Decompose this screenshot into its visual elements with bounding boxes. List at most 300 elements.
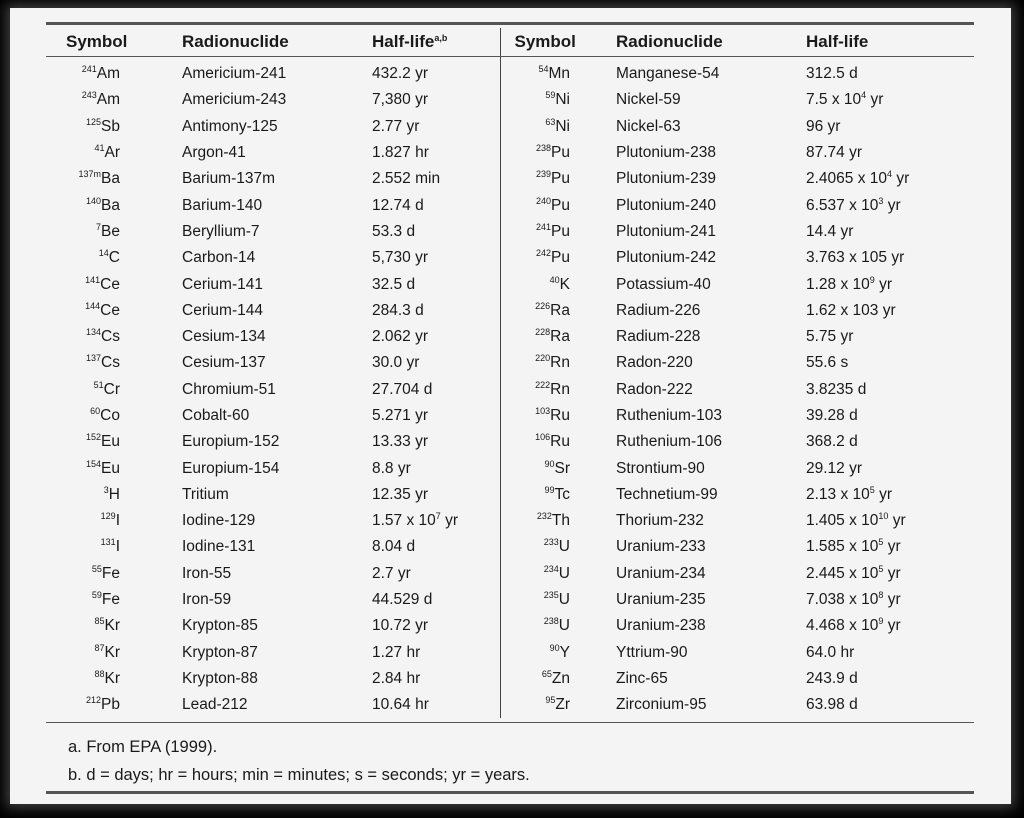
symbol-cell xyxy=(500,57,610,87)
halflife-cell xyxy=(806,140,974,166)
symbol-cell xyxy=(46,245,166,271)
footnote-a: a. From EPA (1999). xyxy=(68,738,218,757)
halflife-unit: yr xyxy=(883,617,901,635)
element-symbol: Ar xyxy=(104,144,120,162)
element-symbol: Am xyxy=(96,91,120,109)
halflife-value: 2.4065 x 10 xyxy=(806,170,888,188)
radionuclide-name: Plutonium-239 xyxy=(616,170,716,188)
symbol-cell xyxy=(46,666,166,692)
halflife-value: 12.74 d xyxy=(372,196,424,214)
halflife-value: 87.74 yr xyxy=(806,144,863,162)
mass-number: 222 xyxy=(535,379,551,390)
halflife-value: 1.405 x 10 xyxy=(806,512,879,530)
halflife-cell xyxy=(806,271,974,297)
mass-number: 241 xyxy=(81,64,97,75)
mass-number: 63 xyxy=(545,116,556,127)
symbol-cell xyxy=(46,298,166,324)
halflife-value: 5.75 yr xyxy=(806,328,854,346)
halflife-unit: yr xyxy=(892,170,910,188)
halflife-cell xyxy=(806,613,974,639)
mass-number: 238 xyxy=(543,616,559,627)
table-row xyxy=(46,140,974,166)
table-container xyxy=(46,22,974,794)
halflife-cell xyxy=(362,271,500,297)
halflife-exponent: 9 xyxy=(878,616,884,627)
symbol-cell xyxy=(500,455,610,481)
element-symbol: C xyxy=(108,249,120,267)
mass-number: 243 xyxy=(81,90,97,101)
symbol-cell xyxy=(500,508,610,534)
halflife-value: 7,380 yr xyxy=(372,91,429,109)
radionuclide-name: Uranium-238 xyxy=(616,617,706,635)
halflife-value: 13.33 yr xyxy=(372,433,429,451)
halflife-exponent: 5 xyxy=(878,563,884,574)
halflife-value: 64.0 hr xyxy=(806,643,855,661)
symbol-cell xyxy=(500,403,610,429)
halflife-value: 243.9 d xyxy=(806,669,858,687)
radionuclide-name: Cerium-144 xyxy=(182,301,263,319)
element-symbol: Fe xyxy=(101,564,120,582)
radionuclide-name: Iron-55 xyxy=(182,564,232,582)
mass-number: 220 xyxy=(535,353,551,364)
mass-number: 60 xyxy=(90,406,101,416)
halflife-value: 7.5 x 10 xyxy=(806,91,862,109)
halflife-unit: yr xyxy=(874,485,893,503)
halflife-exponent: 7 xyxy=(435,511,441,522)
halflife-cell xyxy=(362,57,500,87)
radionuclide-name: Plutonium-238 xyxy=(616,144,716,162)
symbol-cell xyxy=(46,561,166,587)
symbol-cell xyxy=(46,271,166,297)
symbol-cell xyxy=(500,271,610,297)
halflife-unit: yr xyxy=(866,91,884,109)
symbol-cell xyxy=(500,640,610,666)
element-symbol: K xyxy=(559,275,570,293)
element-symbol: Be xyxy=(101,222,120,240)
table-row xyxy=(46,350,974,376)
halflife-unit: yr xyxy=(440,512,459,530)
table-row xyxy=(46,166,974,192)
mass-number: 14 xyxy=(98,248,109,259)
element-symbol: Ba xyxy=(101,170,120,188)
symbol-cell xyxy=(46,482,166,508)
halflife-cell xyxy=(806,377,974,403)
radionuclide-name: Barium-137m xyxy=(182,170,276,188)
table-row xyxy=(46,640,974,666)
halflife-cell xyxy=(362,534,500,560)
radionuclide-name: Iodine-129 xyxy=(182,512,256,530)
table-row xyxy=(46,219,974,245)
halflife-value: 1.827 hr xyxy=(372,144,429,162)
halflife-cell xyxy=(362,324,500,350)
mass-number: 154 xyxy=(86,458,102,469)
symbol-cell xyxy=(500,219,610,245)
halflife-value: 96 yr xyxy=(806,117,841,135)
radionuclide-name: Radium-228 xyxy=(616,328,701,346)
mass-number: 106 xyxy=(535,432,551,443)
element-symbol: Rn xyxy=(550,380,570,398)
halflife-cell xyxy=(806,534,974,560)
mass-number: 125 xyxy=(86,116,102,127)
mass-number: 40 xyxy=(549,274,560,285)
radionuclide-name: Thorium-232 xyxy=(616,512,704,530)
halflife-value: 29.12 yr xyxy=(806,459,863,477)
table-row xyxy=(46,534,974,560)
radionuclide-name: Radon-220 xyxy=(616,354,693,372)
radionuclide-name: Potassium-40 xyxy=(616,275,711,293)
symbol-cell xyxy=(500,114,610,140)
table-row xyxy=(46,192,974,218)
table-row xyxy=(46,587,974,613)
halflife-cell xyxy=(806,455,974,481)
halflife-value: 2.84 hr xyxy=(372,669,421,687)
halflife-cell xyxy=(362,666,500,692)
halflife-value: 284.3 d xyxy=(372,301,424,319)
halflife-unit: yr xyxy=(883,196,901,214)
mass-number: 238 xyxy=(536,143,552,154)
halflife-cell xyxy=(806,561,974,587)
element-symbol: Ce xyxy=(100,275,120,293)
radionuclide-name: Argon-41 xyxy=(182,144,246,162)
element-symbol: Th xyxy=(551,512,570,530)
symbol-cell xyxy=(500,324,610,350)
halflife-value: 4.468 x 10 xyxy=(806,617,879,635)
element-symbol: Kr xyxy=(104,643,120,661)
table-row xyxy=(46,403,974,429)
halflife-cell xyxy=(806,482,974,508)
element-symbol: Pu xyxy=(551,144,570,162)
mass-number: 233 xyxy=(543,537,559,548)
radionuclide-name: Chromium-51 xyxy=(182,380,276,398)
symbol-cell xyxy=(46,377,166,403)
radionuclide-table xyxy=(46,28,974,718)
halflife-cell xyxy=(806,192,974,218)
halflife-cell xyxy=(362,455,500,481)
mass-number: 90 xyxy=(549,642,560,653)
halflife-value: 368.2 d xyxy=(806,433,858,451)
symbol-cell xyxy=(500,192,610,218)
mass-number: 226 xyxy=(535,300,551,311)
header-radionuclide-2: Radionuclide xyxy=(616,32,723,51)
radionuclide-name: Antimony-125 xyxy=(182,117,278,135)
halflife-cell xyxy=(806,87,974,113)
radionuclide-name: Krypton-88 xyxy=(182,669,258,687)
symbol-cell xyxy=(46,508,166,534)
halflife-value: 6.537 x 10 xyxy=(806,196,879,214)
table-row xyxy=(46,482,974,508)
mass-number: 103 xyxy=(535,406,551,416)
radionuclide-name: Strontium-90 xyxy=(616,459,705,477)
radionuclide-name: Nickel-59 xyxy=(616,91,681,109)
halflife-value: 2.13 x 10 xyxy=(806,485,870,503)
halflife-exponent: 3 xyxy=(878,195,884,206)
halflife-cell xyxy=(362,561,500,587)
halflife-cell xyxy=(806,57,974,87)
symbol-cell xyxy=(46,613,166,639)
mass-number: 212 xyxy=(86,695,102,706)
halflife-unit: yr xyxy=(883,538,901,556)
symbol-cell xyxy=(46,219,166,245)
symbol-cell xyxy=(500,377,610,403)
symbol-cell xyxy=(500,561,610,587)
header-symbol: Symbol xyxy=(66,32,128,51)
mass-number: 141 xyxy=(85,274,101,285)
halflife-value: 312.5 d xyxy=(806,65,858,83)
symbol-cell xyxy=(46,455,166,481)
halflife-value: 5,730 yr xyxy=(372,249,429,267)
halflife-cell xyxy=(806,350,974,376)
halflife-exponent: 4 xyxy=(861,90,867,101)
halflife-value: 10.72 yr xyxy=(372,617,429,635)
table-row xyxy=(46,271,974,297)
halflife-unit: yr xyxy=(883,591,901,609)
halflife-value: 12.35 yr xyxy=(372,485,429,503)
symbol-cell xyxy=(500,298,610,324)
symbol-cell xyxy=(46,534,166,560)
halflife-cell xyxy=(806,166,974,192)
mass-number: 235 xyxy=(543,590,559,601)
halflife-value: 39.28 d xyxy=(806,407,858,424)
radionuclide-name: Plutonium-242 xyxy=(616,249,716,267)
radionuclide-name: Krypton-85 xyxy=(182,617,258,635)
halflife-cell xyxy=(362,377,500,403)
halflife-value: 30.0 yr xyxy=(372,354,420,372)
table-body xyxy=(46,57,974,718)
element-symbol: Ba xyxy=(101,196,120,214)
mass-number: 242 xyxy=(536,248,552,259)
halflife-value: 53.3 d xyxy=(372,222,416,240)
halflife-value: 27.704 d xyxy=(372,380,433,398)
element-symbol: Ce xyxy=(100,301,120,319)
halflife-value: 432.2 yr xyxy=(372,65,429,83)
radionuclide-name: Europium-152 xyxy=(182,433,280,451)
radionuclide-name: Radium-226 xyxy=(616,301,701,319)
header-halflife-footnote: a,b xyxy=(434,33,448,43)
halflife-cell xyxy=(806,245,974,271)
footnotes xyxy=(46,733,974,789)
halflife-value: 8.04 d xyxy=(372,538,416,556)
halflife-cell xyxy=(362,508,500,534)
table-row xyxy=(46,561,974,587)
header-halflife xyxy=(362,28,500,56)
header-row xyxy=(46,28,974,56)
halflife-value: 1.62 x 103 yr xyxy=(806,301,896,319)
mass-number: 239 xyxy=(536,169,552,180)
element-symbol: Ra xyxy=(550,301,570,319)
radionuclide-name: Technetium-99 xyxy=(616,485,718,503)
mass-number: 85 xyxy=(94,616,105,627)
halflife-value: 5.271 yr xyxy=(372,407,429,424)
halflife-cell xyxy=(806,403,974,429)
element-symbol: Pu xyxy=(551,196,570,214)
halflife-cell xyxy=(806,298,974,324)
element-symbol: U xyxy=(558,564,570,582)
mass-number: 51 xyxy=(93,379,104,390)
document-frame xyxy=(10,8,1011,804)
mass-number: 140 xyxy=(86,195,102,206)
halflife-exponent: 8 xyxy=(878,590,884,601)
table-row xyxy=(46,57,974,87)
radionuclide-name: Nickel-63 xyxy=(616,117,681,135)
radionuclide-name: Zinc-65 xyxy=(616,669,668,687)
mass-number: 65 xyxy=(541,668,552,679)
element-symbol: Pu xyxy=(551,170,570,188)
mass-number: 99 xyxy=(544,484,555,495)
mass-number: 7 xyxy=(96,221,102,232)
mass-number: 87 xyxy=(94,642,105,653)
element-symbol: Kr xyxy=(104,669,120,687)
radionuclide-name: Cesium-134 xyxy=(182,328,266,346)
mass-number: 137m xyxy=(78,169,102,180)
table-row xyxy=(46,298,974,324)
element-symbol: Cr xyxy=(103,380,120,398)
header-symbol-2: Symbol xyxy=(514,32,576,51)
radionuclide-name: Iron-59 xyxy=(182,591,232,609)
mass-number: 59 xyxy=(91,590,102,601)
element-symbol: I xyxy=(115,538,120,556)
halflife-value: 10.64 hr xyxy=(372,696,429,714)
symbol-cell xyxy=(46,429,166,455)
halflife-cell xyxy=(362,114,500,140)
element-symbol: Zr xyxy=(555,696,570,714)
mass-number: 3 xyxy=(103,484,109,495)
halflife-value: 7.038 x 10 xyxy=(806,591,879,609)
symbol-cell xyxy=(500,534,610,560)
element-symbol: Y xyxy=(559,643,570,661)
element-symbol: I xyxy=(115,512,120,530)
radionuclide-name: Cerium-141 xyxy=(182,275,263,293)
halflife-cell xyxy=(806,666,974,692)
mass-number: 131 xyxy=(100,537,116,548)
header-halflife-2: Half-life xyxy=(806,32,869,51)
halflife-cell xyxy=(362,403,500,429)
mass-number: 55 xyxy=(91,563,102,574)
symbol-cell xyxy=(46,87,166,113)
element-symbol: Pu xyxy=(551,249,570,267)
halflife-cell xyxy=(806,692,974,718)
halflife-cell xyxy=(362,482,500,508)
table-row xyxy=(46,245,974,271)
symbol-cell xyxy=(500,482,610,508)
header-radionuclide: Radionuclide xyxy=(182,32,289,51)
halflife-unit: yr xyxy=(888,512,906,530)
halflife-cell xyxy=(806,219,974,245)
mass-number: 232 xyxy=(536,511,552,522)
halflife-value: 8.8 yr xyxy=(372,459,411,477)
halflife-value: 2.77 yr xyxy=(372,117,420,135)
body-bottom-rule xyxy=(46,722,974,723)
halflife-cell xyxy=(806,114,974,140)
halflife-value: 3.8235 d xyxy=(806,380,867,398)
mass-number: 137 xyxy=(86,353,102,364)
mass-number: 129 xyxy=(100,511,116,522)
radionuclide-name: Cobalt-60 xyxy=(182,407,250,424)
halflife-value: 63.98 d xyxy=(806,696,858,714)
symbol-cell xyxy=(500,245,610,271)
radionuclide-name: Americium-241 xyxy=(182,65,287,83)
mass-number: 240 xyxy=(536,195,552,206)
symbol-cell xyxy=(46,114,166,140)
halflife-value: 1.27 hr xyxy=(372,643,421,661)
table-row xyxy=(46,455,974,481)
halflife-value: 2.7 yr xyxy=(372,564,411,582)
radionuclide-name: Krypton-87 xyxy=(182,643,258,661)
table-row xyxy=(46,692,974,718)
radionuclide-name: Cesium-137 xyxy=(182,354,266,372)
radionuclide-name: Iodine-131 xyxy=(182,538,256,556)
symbol-cell xyxy=(500,166,610,192)
symbol-cell xyxy=(46,692,166,718)
radionuclide-name: Americium-243 xyxy=(182,91,287,109)
radionuclide-name: Ruthenium-103 xyxy=(616,407,722,424)
symbol-cell xyxy=(46,140,166,166)
symbol-cell xyxy=(500,350,610,376)
symbol-cell xyxy=(500,140,610,166)
radionuclide-name: Uranium-235 xyxy=(616,591,706,609)
element-symbol: U xyxy=(558,591,570,609)
radionuclide-name: Manganese-54 xyxy=(616,65,720,83)
halflife-cell xyxy=(806,324,974,350)
symbol-cell xyxy=(46,324,166,350)
halflife-unit: yr xyxy=(874,275,893,293)
radionuclide-name: Lead-212 xyxy=(182,696,248,714)
element-symbol: H xyxy=(108,485,120,503)
element-symbol: Pb xyxy=(101,696,120,714)
symbol-cell xyxy=(500,613,610,639)
table-row xyxy=(46,324,974,350)
halflife-cell xyxy=(362,166,500,192)
halflife-cell xyxy=(362,298,500,324)
element-symbol: Pu xyxy=(551,222,570,240)
radionuclide-name: Barium-140 xyxy=(182,196,263,214)
halflife-exponent: 10 xyxy=(878,511,889,522)
table-row xyxy=(46,508,974,534)
element-symbol: Ra xyxy=(550,328,570,346)
halflife-cell xyxy=(362,87,500,113)
element-symbol: Kr xyxy=(104,617,120,635)
mass-number: 41 xyxy=(94,143,105,154)
radionuclide-name: Uranium-234 xyxy=(616,564,706,582)
element-symbol: Eu xyxy=(101,459,120,477)
symbol-cell xyxy=(46,192,166,218)
symbol-cell xyxy=(500,87,610,113)
radionuclide-name: Beryllium-7 xyxy=(182,222,260,240)
element-symbol: U xyxy=(558,538,570,556)
halflife-value: 2.445 x 10 xyxy=(806,564,879,582)
halflife-exponent: 4 xyxy=(887,169,893,180)
radionuclide-name: Ruthenium-106 xyxy=(616,433,722,451)
halflife-cell xyxy=(362,613,500,639)
halflife-cell xyxy=(806,508,974,534)
element-symbol: Ni xyxy=(555,91,570,109)
radionuclide-name: Uranium-233 xyxy=(616,538,706,556)
symbol-cell xyxy=(46,403,166,429)
element-symbol: Ru xyxy=(550,433,570,451)
halflife-exponent: 5 xyxy=(869,484,875,495)
mass-number: 90 xyxy=(544,458,555,469)
halflife-value: 44.529 d xyxy=(372,591,433,609)
element-symbol: Ni xyxy=(555,117,570,135)
halflife-cell xyxy=(362,350,500,376)
halflife-cell xyxy=(362,429,500,455)
mass-number: 144 xyxy=(85,300,101,311)
element-symbol: Tc xyxy=(554,485,570,503)
table-row xyxy=(46,87,974,113)
bottom-rule xyxy=(46,791,974,794)
halflife-exponent: 5 xyxy=(878,537,884,548)
element-symbol: Rn xyxy=(550,354,570,372)
mass-number: 228 xyxy=(535,327,551,338)
